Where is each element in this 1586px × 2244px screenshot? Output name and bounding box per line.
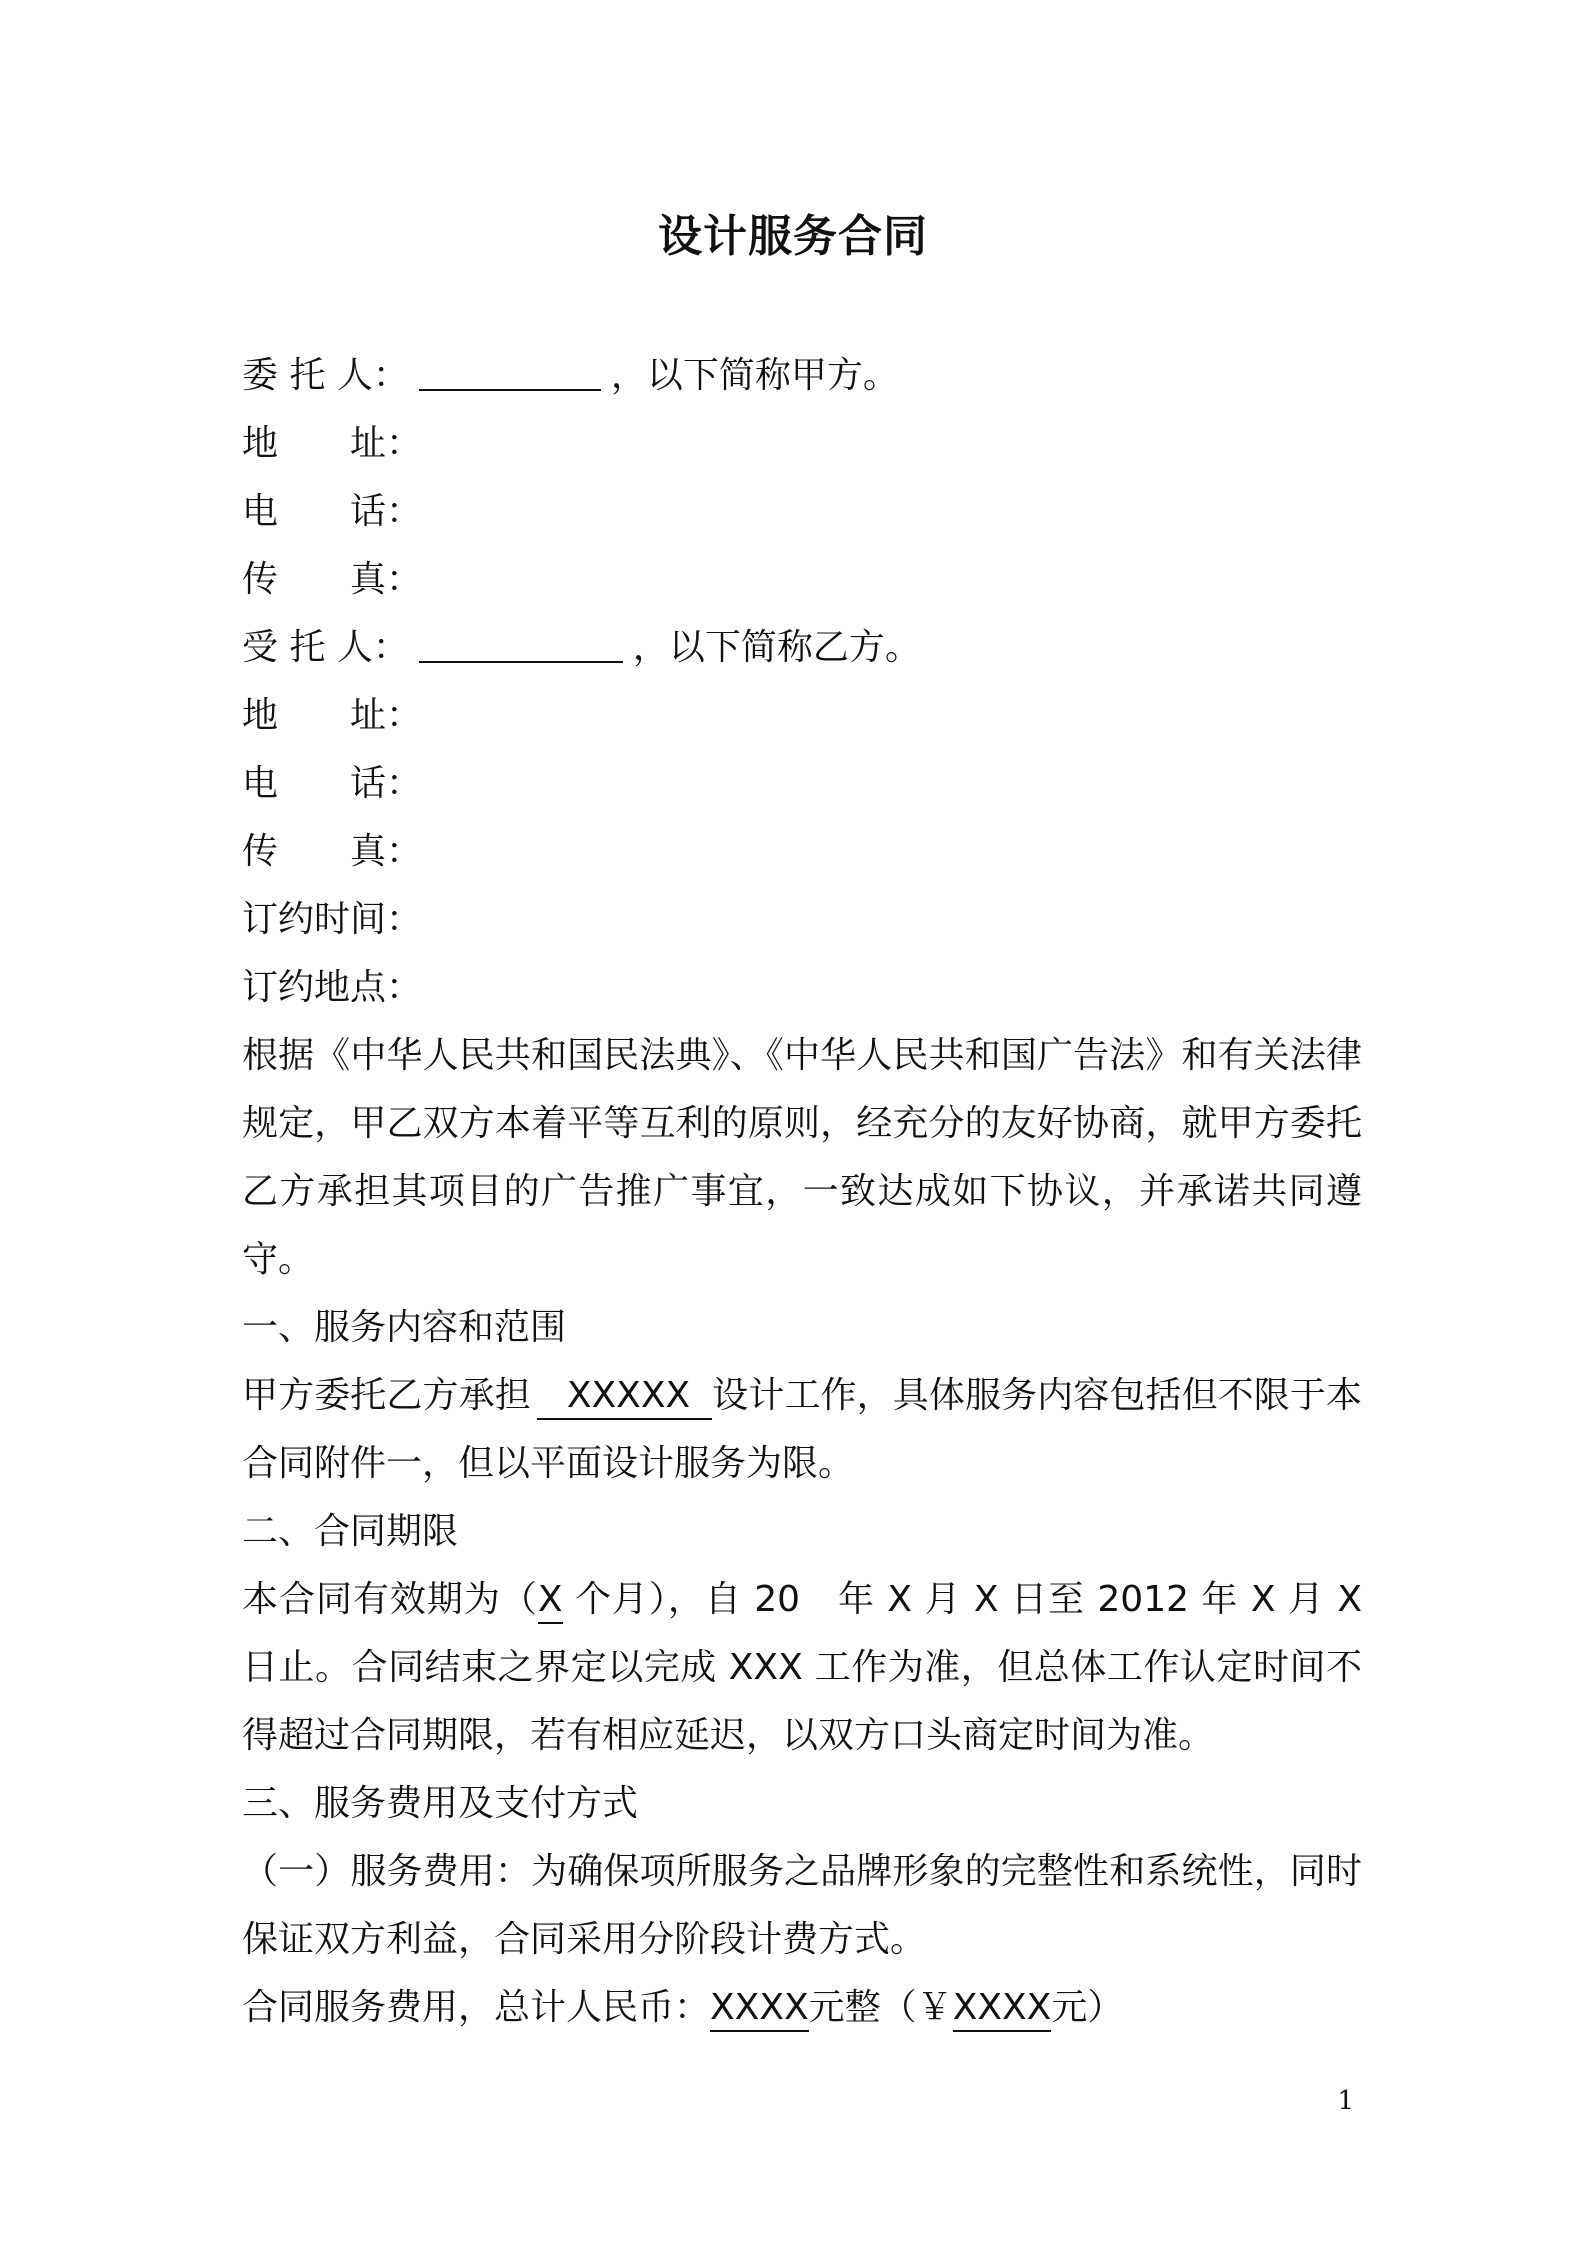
section-2-text-b: 个月），自 20 年 X 月 X 日至 2012 年 X 月 X 日止。合同结束之界定以完成 XXX 工作为准，但总体工作认定时间不得超过合同期限，若有相应延迟，以双方口头商定时间为准。: [242, 1579, 1362, 1756]
section-3-heading: 三、服务费用及支付方式: [242, 1783, 639, 1824]
section-1-text-after: 设计工作，具体服务内容包括但不限于本合同附件一，但以平面设计服务为限。: [242, 1375, 1362, 1484]
months-value-underlined: X: [538, 1579, 563, 1624]
party-b-name-blank: [419, 617, 623, 663]
total-fee-suffix: 元）: [1051, 1987, 1124, 2028]
party-a-address: 地 址：: [242, 423, 423, 464]
page-number: 1: [1337, 2086, 1354, 2116]
signing-time: 订约时间：: [242, 899, 423, 940]
section-2-paragraph: [242, 1566, 1362, 1770]
section-1-text-before: 甲方委托乙方承担: [242, 1375, 531, 1416]
party-a-suffix: ，以下简称甲方。: [610, 355, 899, 396]
party-a-fax: 传 真：: [242, 559, 423, 600]
total-fee-middle: 元整（￥: [808, 1987, 953, 2028]
party-b-address: 地 址：: [242, 695, 423, 736]
signing-place: 订约地点：: [242, 967, 423, 1008]
contract-title: 设计服务合同: [658, 211, 928, 262]
party-a-line: [242, 342, 1362, 410]
section-2-text-a: 本合同有效期为（: [242, 1579, 538, 1620]
total-fee-prefix: 合同服务费用，总计人民币：: [242, 1987, 711, 2028]
party-a-phone: 电 话：: [242, 491, 423, 532]
section-2-heading: 二、合同期限: [242, 1511, 459, 1552]
party-b-label: 受 托 人：: [242, 627, 409, 668]
total-amount-number-underlined: XXXX: [953, 1987, 1052, 2032]
party-a-label: 委 托 人：: [242, 355, 409, 396]
party-b-fax: 传 真：: [242, 831, 423, 872]
party-b-suffix: ，以下简称乙方。: [632, 627, 921, 668]
party-b-line: [242, 614, 1362, 682]
total-fee-line: [242, 1974, 1362, 2042]
contract-body: [242, 342, 1362, 2042]
party-b-phone: 电 话：: [242, 763, 423, 804]
total-amount-words-underlined: XXXX: [710, 1987, 809, 2032]
project-name-underlined: XXXXX: [537, 1374, 712, 1420]
party-a-name-blank: [419, 345, 601, 391]
preamble-paragraph: 根据《中华人民共和国民法典》、《中华人民共和国广告法》和有关法律规定，甲乙双方本着平等互利的原则，经充分的友好协商，就甲方委托乙方承担其项目的广告推广事宜，一致达成如下协议，并承诺共同遵守。: [242, 1035, 1362, 1280]
section-1-heading: 一、服务内容和范围: [242, 1307, 567, 1348]
section-1-paragraph: [242, 1362, 1362, 1498]
fee-paragraph: （一）服务费用：为确保项所服务之品牌形象的完整性和系统性，同时保证双方利益，合同采用分阶段计费方式。: [242, 1851, 1362, 1960]
